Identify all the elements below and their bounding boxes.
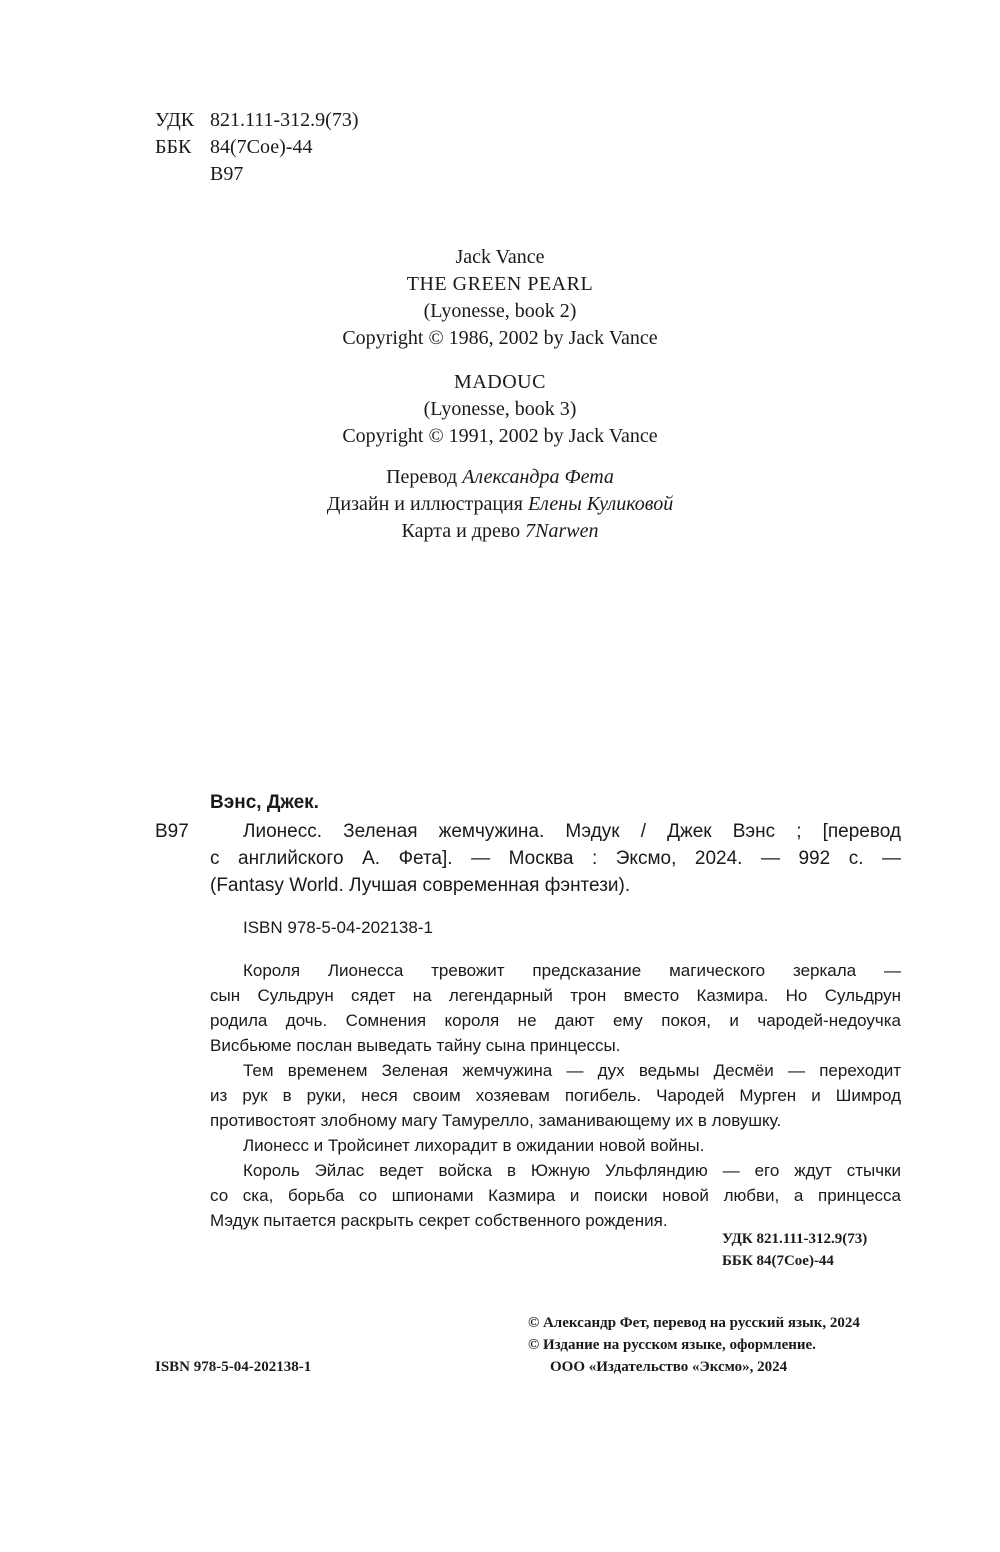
udk-value: 821.111-312.9(73)	[210, 109, 359, 131]
credit-design-label: Дизайн и иллюстрация	[326, 493, 523, 515]
catalog-entry-line: с английского А. Фета]. — Москва : Эксмо, 2024. — 992 с. —	[210, 848, 901, 869]
catalog-mark: В97	[155, 821, 189, 842]
book2-title: MADOUC	[454, 371, 546, 393]
footer-publisher: ООО «Издательство «Эксмо», 2024	[550, 1359, 788, 1375]
footer-copyright-translation: © Александр Фет, перевод на русский язык, 2024	[528, 1315, 860, 1331]
annotation-line: Лионесс и Тройсинет лихорадит в ожидании новой войны.	[243, 1136, 705, 1155]
catalog-heading: Вэнс, Джек.	[210, 792, 319, 813]
annotation-line: из рук в руки, неся своим хозяевам погибель. Чародей Мурген и Шимрод	[210, 1086, 901, 1105]
book1-series: (Lyonesse, book 2)	[423, 300, 577, 322]
catalog-isbn: ISBN 978-5-04-202138-1	[243, 918, 433, 937]
footer-isbn: ISBN 978-5-04-202138-1	[155, 1359, 312, 1375]
annotation-line: со ска, борьба со шпионами Казмира и поиски новой любви, а принцесса	[210, 1186, 901, 1205]
footer-udk: УДК 821.111-312.9(73)	[722, 1231, 868, 1247]
annotation-line: Мэдук пытается раскрыть секрет собственного рождения.	[210, 1211, 668, 1230]
credit-map-name: 7Narwen	[525, 520, 599, 542]
original-author: Jack Vance	[455, 246, 545, 268]
catalog-entry-line: Лионесс. Зеленая жемчужина. Мэдук / Джек Вэнс ; [перевод	[243, 821, 901, 842]
annotation-line: Висбьюме послан выведать тайну сына принцессы.	[210, 1036, 621, 1055]
book1-copyright: Copyright © 1986, 2002 by Jack Vance	[342, 327, 658, 349]
credit-design	[0, 491, 1000, 518]
annotation-line: родила дочь. Сомнения короля не дают ему покоя, и чародей-недоучка	[210, 1011, 901, 1030]
udk-label: УДК	[155, 109, 195, 131]
annotation-line: Король Эйлас ведет войска в Южную Ульфляндию — его ждут стычки	[243, 1161, 901, 1180]
catalog-entry-line: (Fantasy World. Лучшая современная фэнтези).	[210, 875, 631, 896]
annotation-line: Тем временем Зеленая жемчужина — дух ведьмы Десмёи — переходит	[243, 1061, 901, 1080]
book1-title: THE GREEN PEARL	[406, 273, 594, 295]
bbk-label: ББК	[155, 136, 192, 158]
credit-design-name: Елены Куликовой	[527, 493, 674, 515]
annotation-line: сын Сульдрун сядет на легендарный трон вместо Казмира. Но Сульдрун	[210, 986, 901, 1005]
annotation-line: Короля Лионесса тревожит предсказание магического зеркала —	[243, 961, 901, 980]
bbk-value: 84(7Сое)-44	[210, 136, 313, 158]
book2-series: (Lyonesse, book 3)	[423, 398, 577, 420]
credit-map-label: Карта и древо	[401, 520, 521, 542]
annotation-line: противостоят злобному магу Тамурелло, заманивающему их в ловушку.	[210, 1111, 782, 1130]
author-mark: В97	[210, 163, 244, 185]
credit-translation-name: Александра Фета	[462, 466, 614, 488]
credit-translation-label: Перевод	[386, 466, 458, 488]
footer-bbk: ББК 84(7Сое)-44	[722, 1253, 834, 1269]
footer-copyright-edition: © Издание на русском языке, оформление.	[528, 1337, 816, 1353]
credit-map	[0, 518, 1000, 545]
credit-translation	[0, 464, 1000, 491]
book2-copyright: Copyright © 1991, 2002 by Jack Vance	[342, 425, 658, 447]
